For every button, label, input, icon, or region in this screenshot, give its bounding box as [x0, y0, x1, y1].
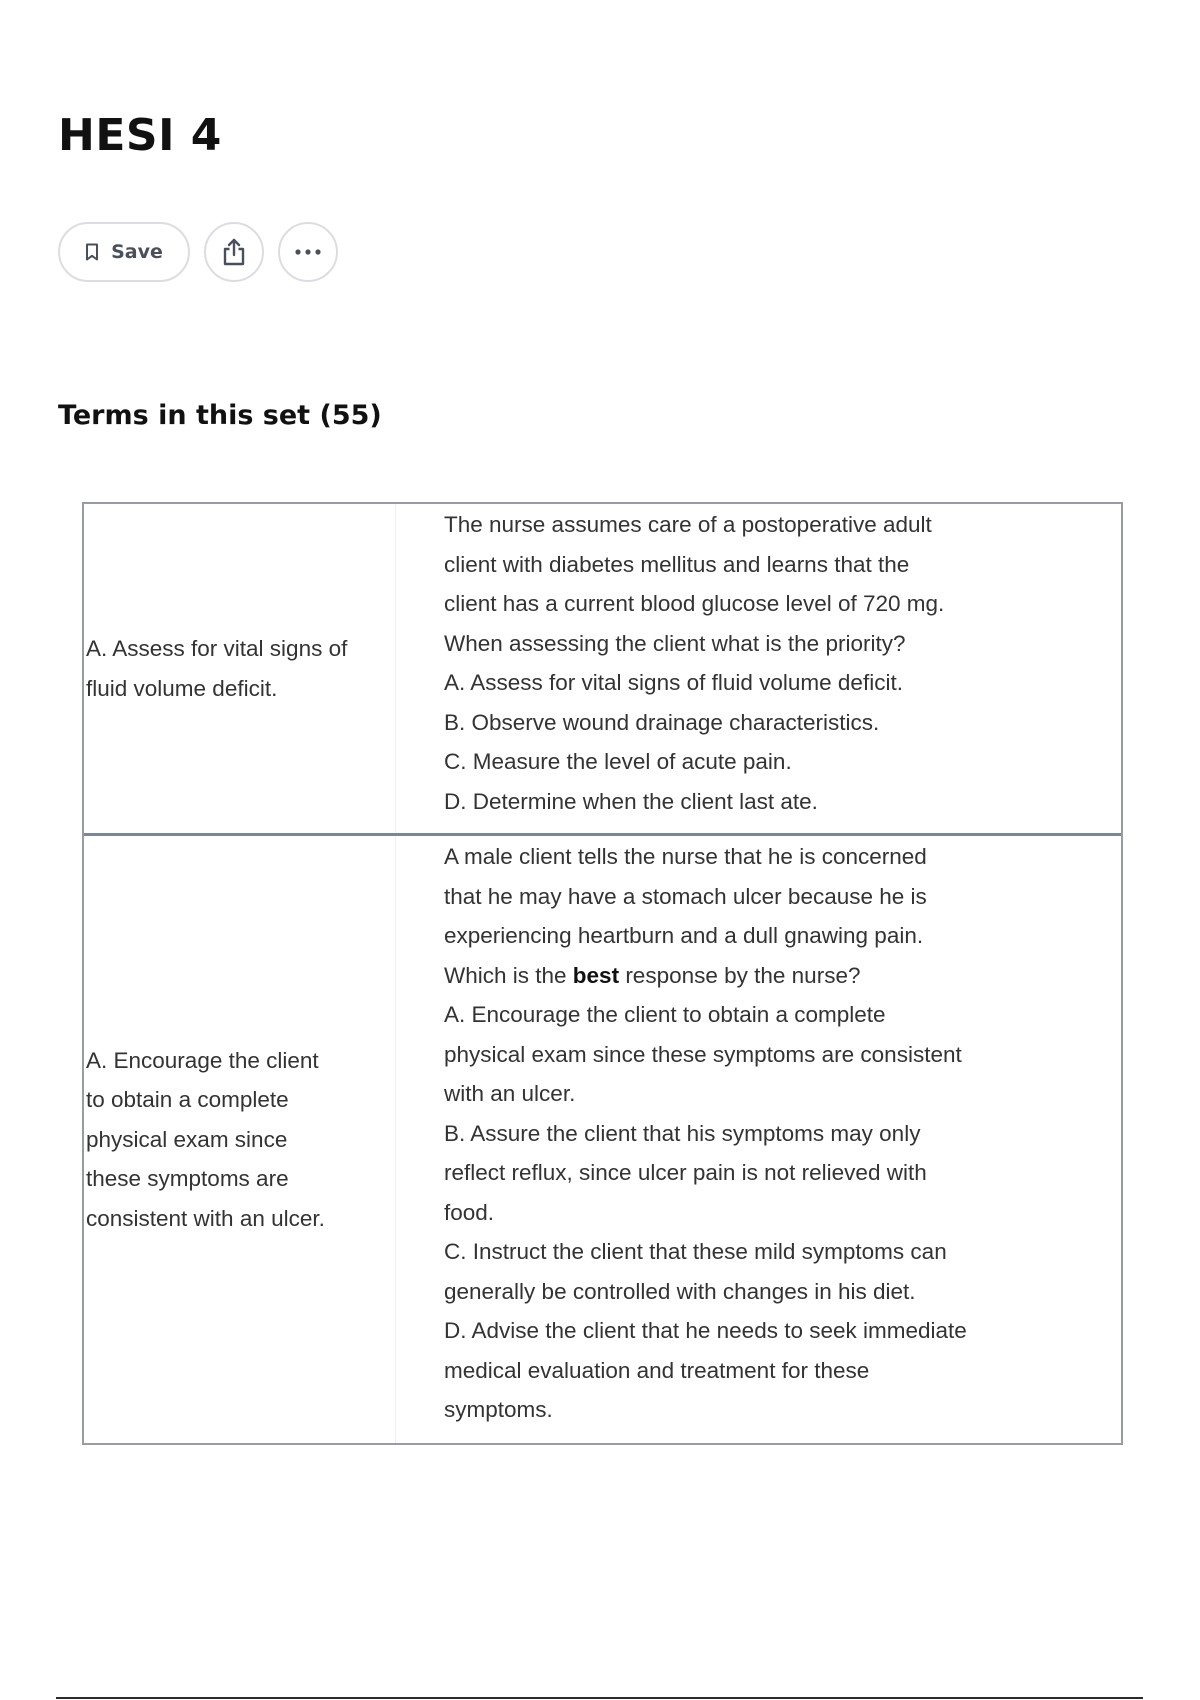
- term-question-cell: [396, 836, 1121, 1443]
- question-line: client has a current blood glucose level of 720 mg.: [444, 591, 945, 616]
- question-line: symptoms.: [444, 1397, 553, 1422]
- terms-count-heading: Terms in this set (55): [58, 400, 382, 431]
- question-line: A male client tells the nurse that he is concerned: [444, 844, 927, 869]
- answer-option-d: D. Advise the client that he needs to seek immediate: [444, 1318, 967, 1343]
- page-title: HESI 4: [58, 110, 222, 161]
- page-bottom-divider: [56, 1697, 1143, 1699]
- more-options-button[interactable]: [278, 222, 338, 282]
- question-line: food.: [444, 1199, 495, 1225]
- term-answer-cell: [84, 504, 396, 833]
- question-line: When assessing the client what is the priority?: [444, 630, 906, 656]
- question-line: reflect reflux, since ulcer pain is not relieved with: [444, 1160, 927, 1185]
- question-prompt-line: [444, 956, 1121, 996]
- share-icon: [221, 238, 247, 266]
- answer-option-b: B. Assure the client that his symptoms may only: [444, 1120, 921, 1146]
- share-button[interactable]: [204, 222, 264, 282]
- term-row: [84, 833, 1121, 1443]
- answer-option-c: C. Measure the level of acute pain.: [444, 749, 792, 774]
- bookmark-icon: [85, 243, 99, 261]
- answer-option-d: D. Determine when the client last ate.: [444, 788, 818, 814]
- question-line: The nurse assumes care of a postoperative adult: [444, 512, 932, 537]
- term-answer-cell: [84, 836, 396, 1443]
- answer-option-b: B. Observe wound drainage characteristics.: [444, 709, 880, 735]
- answer-option-a: A. Assess for vital signs of fluid volume deficit.: [444, 670, 903, 695]
- question-line: medical evaluation and treatment for these: [444, 1357, 870, 1383]
- question-line: physical exam since these symptoms are consistent: [444, 1041, 962, 1067]
- terms-table: [82, 502, 1123, 1445]
- term-answer-text: A. Encourage the client to obtain a complete physical exam since these symptoms are consistent with an ulcer.: [86, 1047, 325, 1231]
- more-horizontal-icon: [294, 248, 322, 256]
- answer-option-a: A. Encourage the client to obtain a complete: [444, 1002, 886, 1027]
- term-answer-text: A. Assess for vital signs of fluid volume deficit.: [86, 636, 348, 701]
- prompt-text-before: Which is the: [444, 962, 573, 988]
- question-line: with an ulcer.: [444, 1081, 576, 1106]
- save-button[interactable]: [58, 222, 190, 282]
- question-line: experiencing heartburn and a dull gnawing pain.: [444, 923, 924, 948]
- prompt-emphasis-word: best: [572, 962, 620, 988]
- term-question-cell: [396, 504, 1121, 833]
- prompt-text-after: response by the nurse?: [619, 962, 861, 988]
- question-line: generally be controlled with changes in his diet.: [444, 1278, 916, 1304]
- term-row: [84, 504, 1121, 833]
- answer-option-c: C. Instruct the client that these mild symptoms can: [444, 1239, 947, 1264]
- question-line: client with diabetes mellitus and learns that the: [444, 551, 910, 577]
- set-toolbar: [58, 222, 338, 282]
- save-button-label: Save: [111, 241, 163, 263]
- question-line: that he may have a stomach ulcer because he is: [444, 883, 927, 909]
